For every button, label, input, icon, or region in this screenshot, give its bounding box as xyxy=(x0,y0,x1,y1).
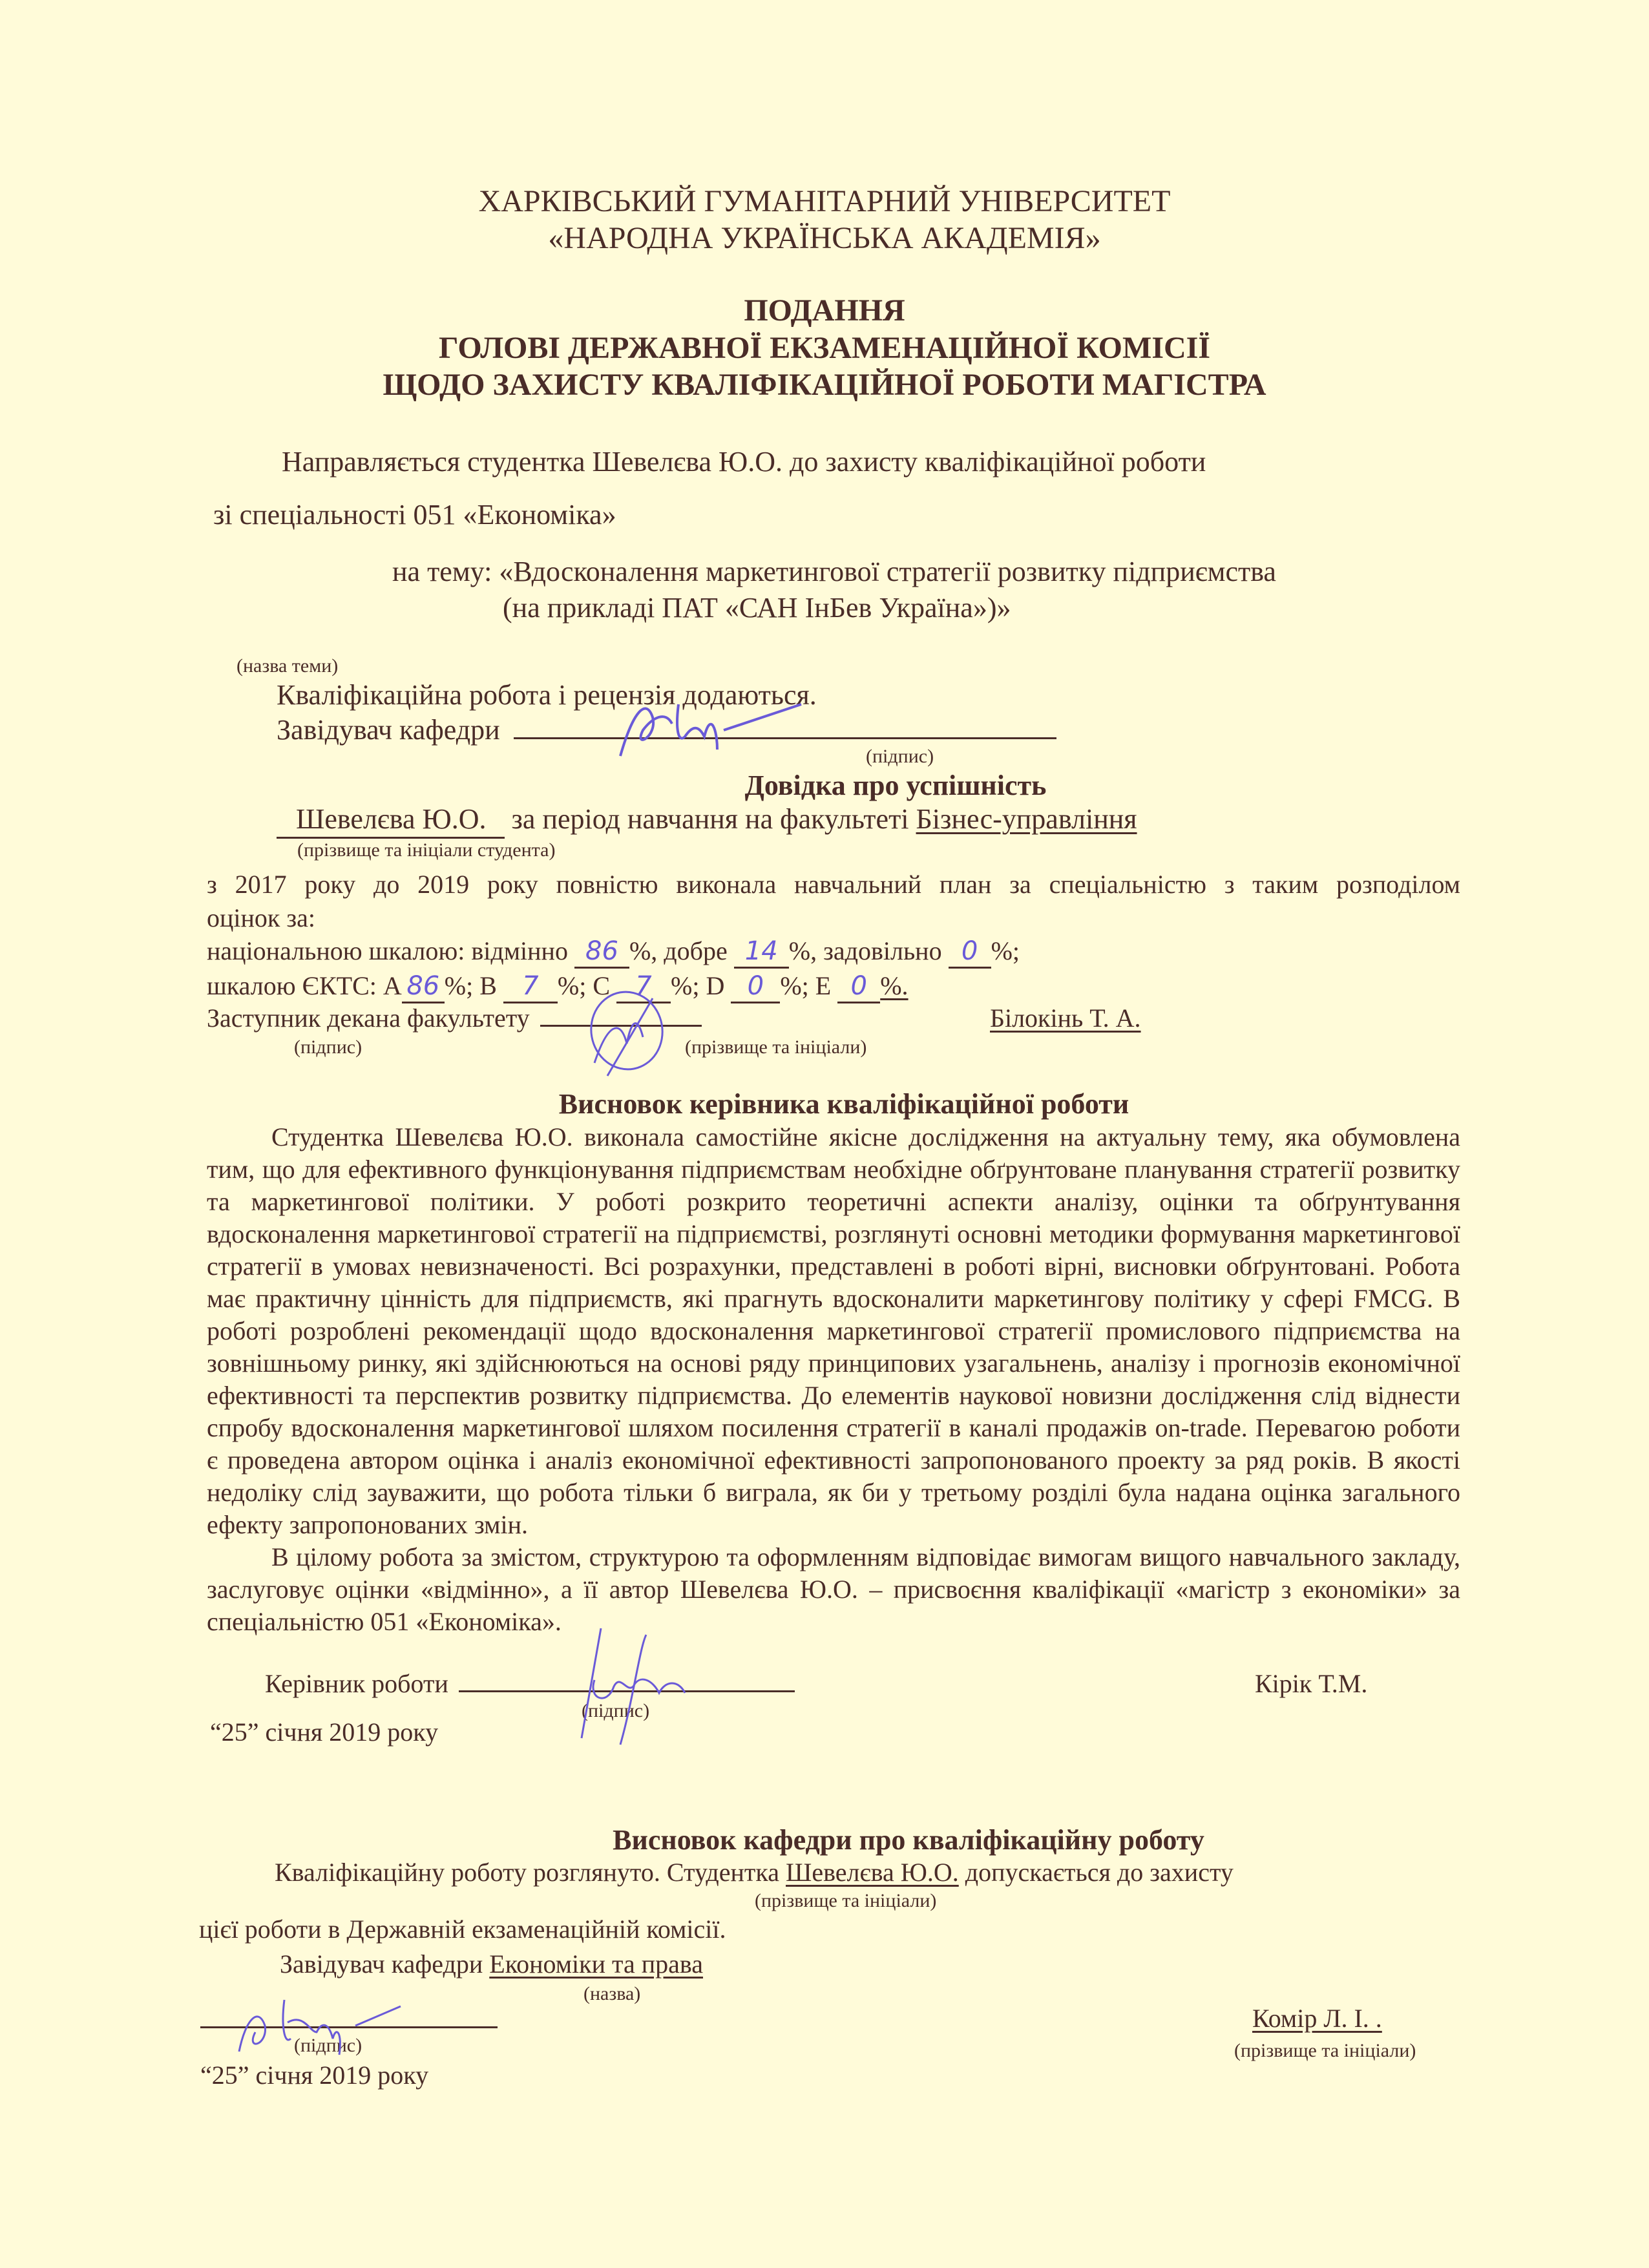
grade-good-percent: 14 xyxy=(734,936,789,969)
supervisor-row xyxy=(265,1668,795,1699)
national-scale-row xyxy=(207,936,1020,969)
deputy-name-caption: (прізвище та ініціали) xyxy=(685,1036,867,1058)
department-admission-row xyxy=(275,1857,1234,1888)
supervisor-conclusion-paragraph2: В цілому робота за змістом, структурою та оформленням відповідає вимогам вищого навчального закладу, заслуговує оцінки «відмінно», а її автор Шевелєва Ю.О. – присвоєння кваліфікації «магістр з економіки» за спеціальністю 051 «Економіка». xyxy=(207,1542,1460,1636)
department-head-row xyxy=(280,1949,703,1980)
student-caption: (прізвище та ініціали студента) xyxy=(297,839,556,861)
document-title-line3: ЩОДО ЗАХИСТУ КВАЛІФІКАЦІЙНОЇ РОБОТИ МАГІСТРА xyxy=(383,368,1266,402)
ects-scale-label: шкалою ЄКТС: А xyxy=(207,971,402,1000)
ects-scale-end: %. xyxy=(880,971,909,1000)
topic-caption: (назва теми) xyxy=(236,655,339,677)
grade-satisfactory-percent: 0 xyxy=(949,936,991,969)
supervisor-conclusion-body xyxy=(207,1121,1460,1638)
ects-c-percent: 7 xyxy=(616,971,671,1003)
deputy-signature-caption: (підпис) xyxy=(294,1036,362,1058)
plan-line2: оцінок за: xyxy=(207,903,316,932)
signature-supervisor xyxy=(556,1622,711,1754)
department-name: Економіки та права xyxy=(489,1949,704,1979)
signature-department-head xyxy=(226,1993,407,2061)
national-scale-label: національною шкалою: відмінно xyxy=(207,936,568,965)
ects-e-label: %; Е xyxy=(780,971,832,1000)
deputy-dean-name: Білокінь Т. А. xyxy=(990,1003,1141,1033)
department-head-name: Комір Л. І. . xyxy=(1252,2004,1382,2033)
topic-line2: (на прикладі ПАТ «САН ІнБев Україна»)» xyxy=(503,592,1011,624)
ects-b-percent: 7 xyxy=(503,971,558,1003)
deputy-dean-label: Заступник декана факультету xyxy=(207,1003,530,1033)
state-commission-line: цієї роботи в Державній екзаменаційній комісії. xyxy=(199,1915,726,1944)
university-name-line2: «НАРОДНА УКРАЇНСЬКА АКАДЕМІЯ» xyxy=(548,221,1101,255)
supervisor-label: Керівник роботи xyxy=(265,1669,448,1698)
ects-c-label: %; С xyxy=(557,971,611,1000)
signature-caption: (підпис) xyxy=(866,746,934,767)
student-name: Шевелєва Ю.О. xyxy=(277,803,505,839)
period-text: за період навчання на факультеті xyxy=(511,803,909,835)
supervisor-conclusion-paragraph1: Студентка Шевелєва Ю.О. виконала самостійне якісне дослідження на актуальну тему, яка обумовлена тим, що для ефективного функціонування підприємствам необхідне обґрунтоване планування стратегії розвитку та маркетингової політики. У роботі розкрито теоретичні аспекти аналізу, оцінки та обґрунтування вдосконалення маркетингової стратегії на підприємстві, розглянуті основні методики формування маркетингової стратегії в умовах невизначеності. Всі розрахунки, представлені в роботі вірні, висновки обґрунтовані. Робота має практичну цінність для підприємств, які прагнуть вдосконалити маркетингову політику у сфері FMCG. В роботі розроблені рекомендації щодо вдосконалення маркетингової стратегії промислового підприємства на зовнішньому ринку, які здійснюються на основі ряду принципових узагальнень, аналізу і прогнозів економічної ефективності та перспектив розвитку підприємства. До елементів наукової новизни дослідження слід віднести спробу вдосконалення маркетингової шляхом посилення стратегії в каналі продажів on-trade. Перевагою роботи є проведена автором оцінка і аналіз економічної ефективності запропонованого проекту за ряд років. В якості недоліку слід зауважити, що робота тільки б виграла, як би у третьому розділі була надана оцінка загального ефекту запропонованих змін. xyxy=(207,1122,1460,1539)
attachments-note: Кваліфікаційна робота і рецензія додаються. xyxy=(277,679,817,711)
admission-suffix: допускається до захисту xyxy=(965,1858,1234,1887)
admitted-student-name: Шевелєва Ю.О. xyxy=(786,1858,959,1887)
department-conclusion-heading: Висновок кафедри про кваліфікаційну роботу xyxy=(613,1824,1204,1856)
ects-b-label: %; В xyxy=(444,971,497,1000)
ects-scale-row xyxy=(207,971,909,1003)
supervisor-conclusion-heading: Висновок керівника кваліфікаційної роботи xyxy=(558,1088,1129,1120)
submission-line: Направляється студентка Шевелєва Ю.О. до захисту кваліфікаційної роботи xyxy=(282,446,1206,478)
admission-prefix: Кваліфікаційну роботу розглянуто. Студентка xyxy=(275,1858,779,1887)
plan-line1: з 2017 року до 2019 року повністю виконала навчальний план за спеціальністю з таким розподілом xyxy=(207,870,1460,899)
supervisor-name: Кірік Т.М. xyxy=(1255,1669,1368,1698)
ects-d-percent: 0 xyxy=(731,971,780,1003)
grade-excellent-percent: 86 xyxy=(574,936,629,969)
head-of-department-label: Завідувач кафедри xyxy=(277,714,500,746)
supervisor-signature-caption: (підпис) xyxy=(582,1700,650,1721)
signature-deputy-dean xyxy=(569,985,685,1086)
department-head-name-caption: (прізвище та ініціали) xyxy=(1234,2040,1416,2061)
university-name-line1: ХАРКІВСЬКИЙ ГУМАНІТАРНИЙ УНІВЕРСИТЕТ xyxy=(478,184,1171,218)
supervisor-date: “25” січня 2019 року xyxy=(210,1717,439,1747)
specialty-line: зі спеціальності 051 «Економіка» xyxy=(213,499,616,530)
faculty-name: Бізнес-управління xyxy=(916,803,1137,835)
ects-d-label: %; D xyxy=(671,971,725,1000)
ects-e-percent: 0 xyxy=(837,971,880,1003)
student-period-row xyxy=(277,803,1137,839)
document-title-line1: ПОДАННЯ xyxy=(744,293,905,328)
performance-heading: Довідка про успішність xyxy=(744,770,1047,801)
department-name-caption: (назва) xyxy=(583,1983,641,2004)
grade-good-label: %, добре xyxy=(629,936,728,965)
document-title-line2: ГОЛОВІ ДЕРЖАВНОЇ ЕКЗАМЕНАЦІЙНОЇ КОМІСІЇ xyxy=(438,331,1211,365)
department-date: “25” січня 2019 року xyxy=(200,2061,429,2090)
ects-a-percent: 86 xyxy=(402,971,445,1003)
department-head-signature-caption: (підпис) xyxy=(294,2035,362,2056)
grade-satisfactory-label: %, задовільно xyxy=(788,936,942,965)
department-head-label: Завідувач кафедри xyxy=(280,1949,483,1979)
topic-line1: на тему: «Вдосконалення маркетингової стратегії розвитку підприємства xyxy=(392,556,1276,587)
admitted-student-caption: (прізвище та ініціали) xyxy=(755,1890,937,1911)
national-scale-end: %; xyxy=(991,936,1020,965)
signature-head-of-department xyxy=(607,691,814,766)
